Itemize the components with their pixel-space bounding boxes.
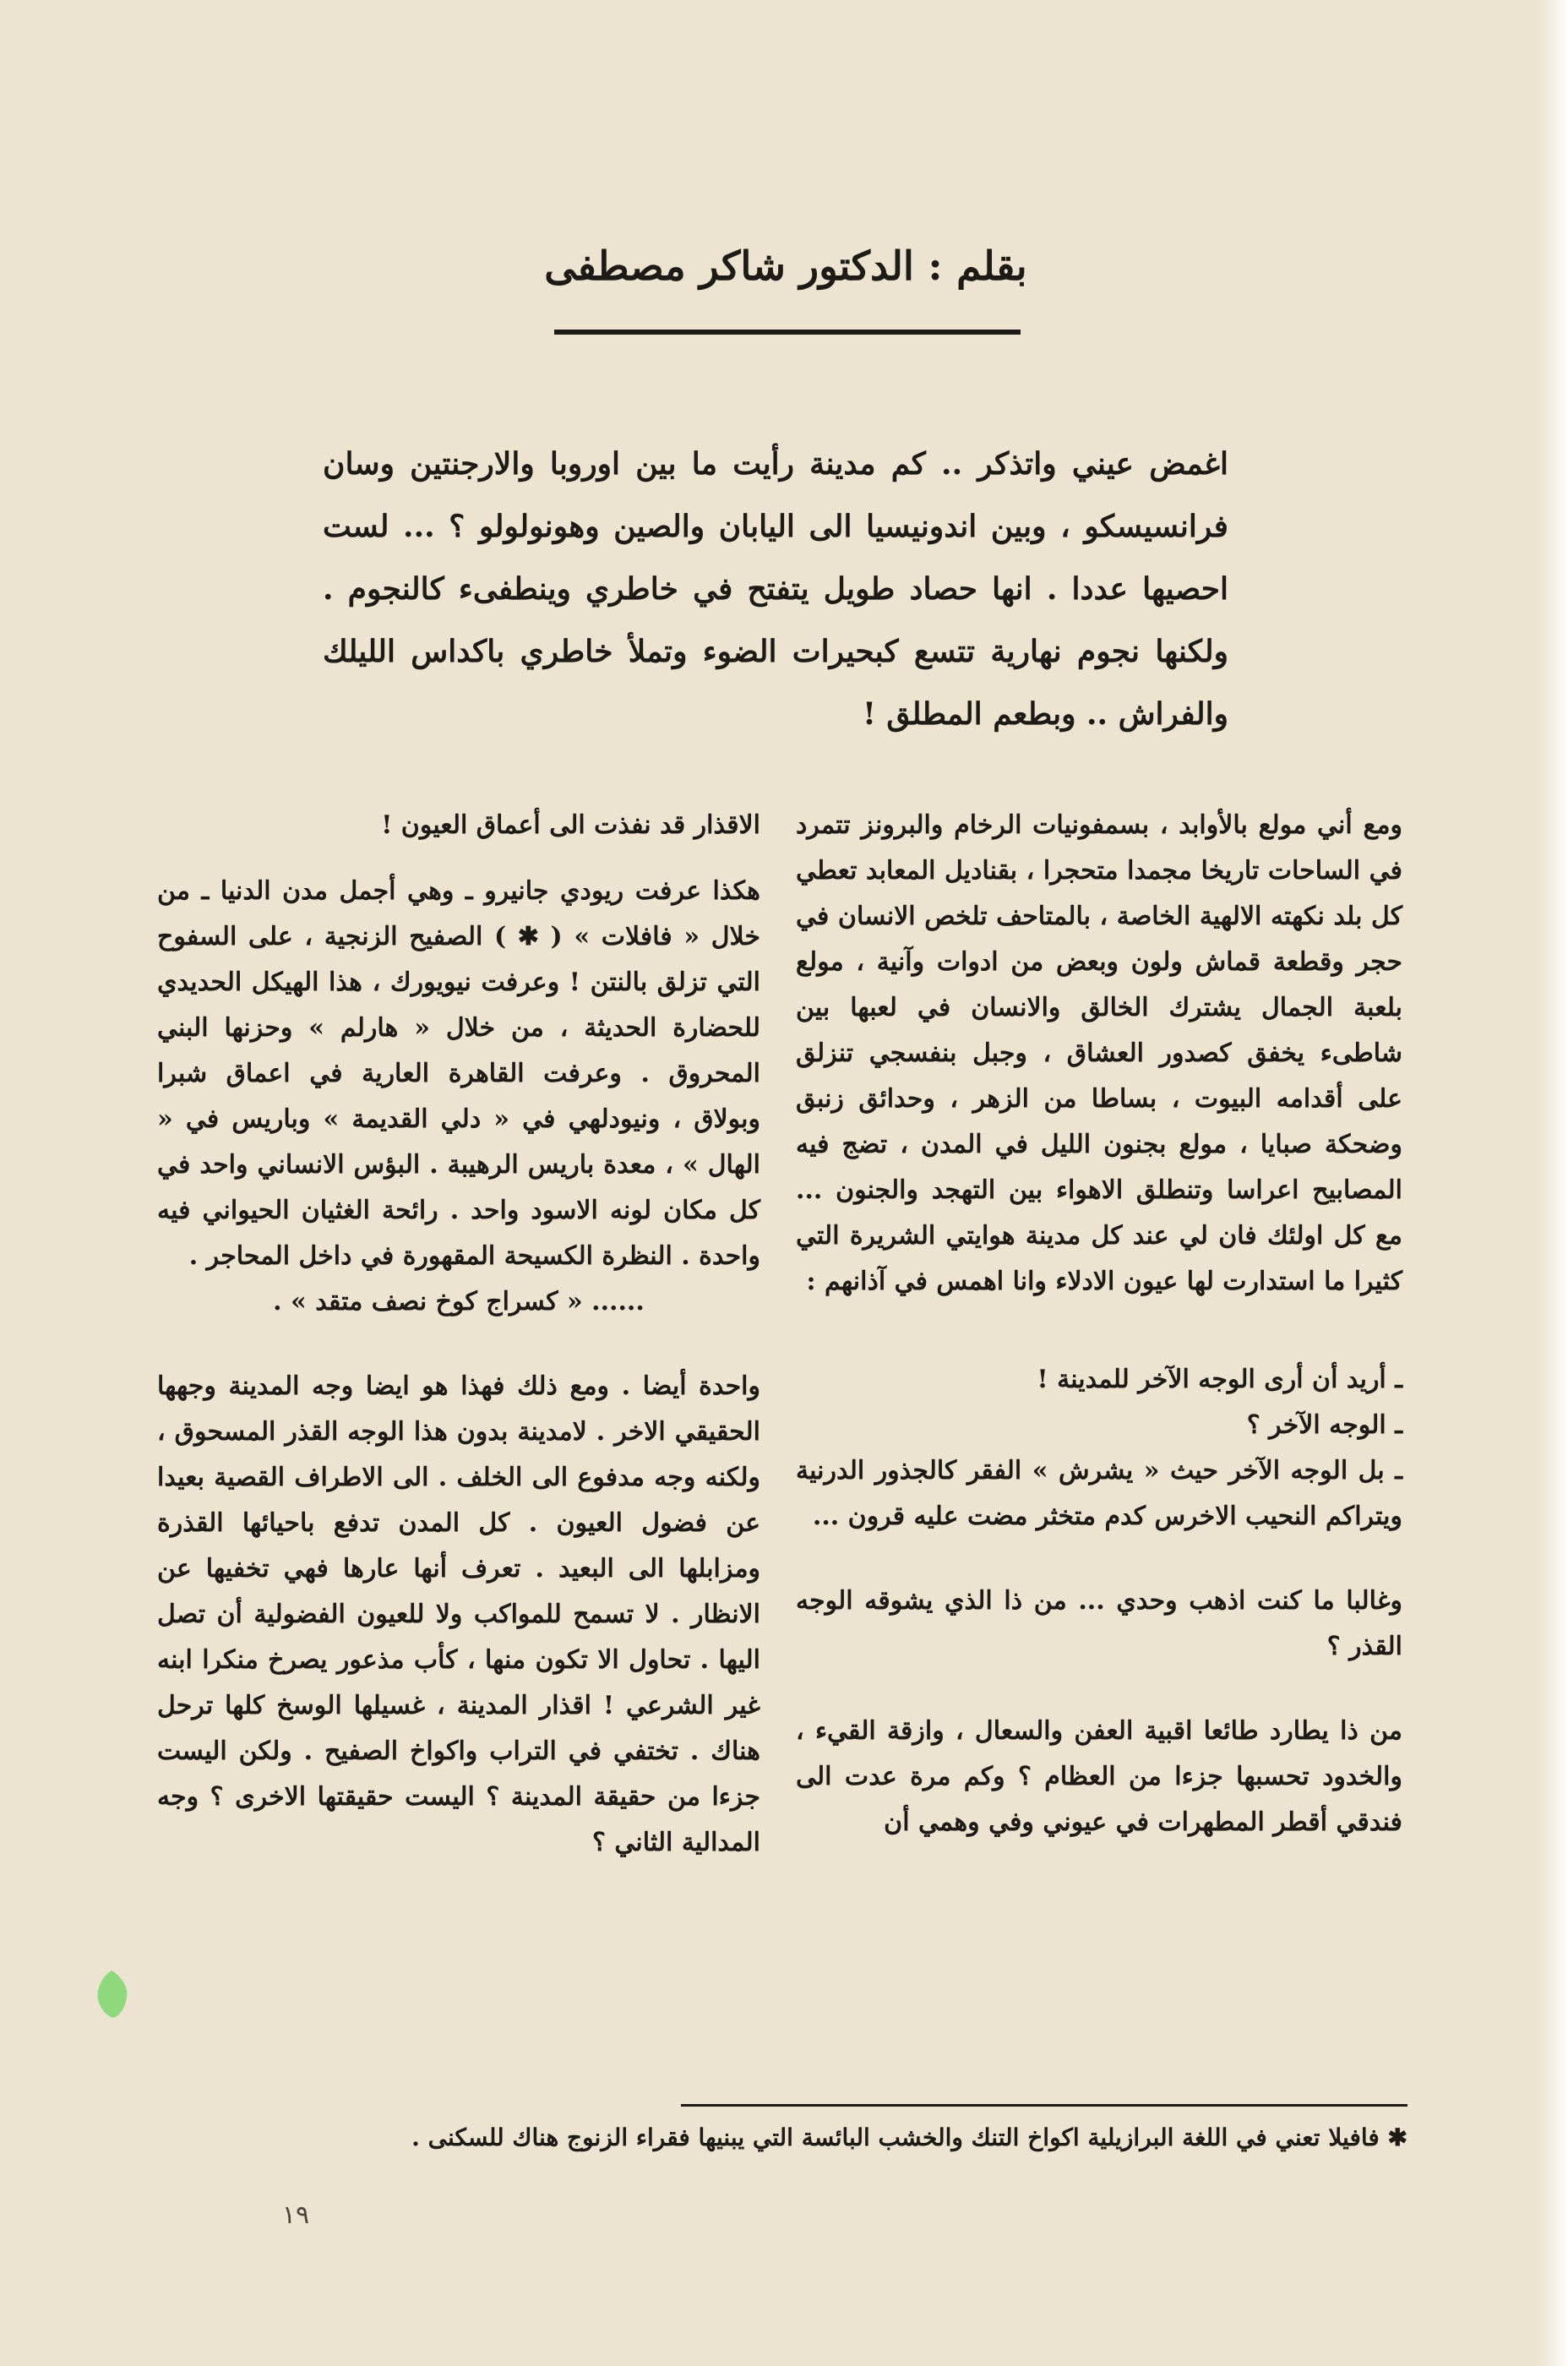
poem-quote: ...... « كسراج كوخ نصف متقد » .	[273, 1287, 645, 1317]
right-paragraph-2: وغالبا ما كنت اذهب وحدي ... من ذا الذي يشوقه الوجه القذر ؟	[796, 1586, 1402, 1661]
right-paragraph-1: ومع أني مولع بالأوابد ، بسمفونيات الرخام والبرونز تتمرد في الساحات تاريخا مجمدا متحجرا ، بقناديل المعابد تعطي كل بلد نكهته الالهية الخاصة ، بالمتاحف تلخص الانسان في حجر وقطعة قماش ولون وبعض من ادوات وآنية ، مولع بلعبة الجمال يشترك الخالق والانسان في لعبها بين شاطىء يخفق كصدور العشاق ، وجبل بنفسجي تنزلق على أقدامه البيوت ، بساطا من الزهر ، وحدائق زنبق وضحكة صبايا ، مولع بجنون الليل في المدن ، تضج فيه المصابيح اعراسا وتنطلق الاهواء بين التهجد والجنون ... مع كل اولئك فان لي عند كل مدينة هوايتي الشريرة التي كثيرا ما استدارت لها عيون الادلاء وانا اهمس في آذانهم :	[796, 810, 1402, 1296]
page-number: ١٩	[281, 2200, 310, 2230]
dialogue-line-2: ـ الوجه الآخر ؟	[1246, 1410, 1402, 1440]
left-paragraph-2: هكذا عرفت ريودي جانيرو ـ وهي أجمل مدن الدنيا ـ من خلال « فافلات » ( ✱ ) الصفيح الزنجية ، على السفوح التي تزلق بالنتن ! وعرفت نيويورك ، هذا الهيكل الحديدي للحضارة الحديثة ، من خلال « هارلم » وحزنها البني المحروق . وعرفت القاهرة العارية في اعماق شبرا وبولاق ، ونيودلهي في « دلي القديمة » وباريس في « الهال » ، معدة باريس الرهيبة . البؤس الانساني واحد في كل مكان لونه الاسود واحد . رائحة الغثيان الحيواني فيه واحدة . النظرة الكسيحة المقهورة في داخل المحاجر .	[157, 876, 760, 1271]
right-paragraph-3: من ذا يطارد طائعا اقبية العفن والسعال ، وازقة القيء ، والخدود تحسبها جزءا من العظام ؟ وكم مرة عدت الى فندقي أقطر المطهرات في عيوني وفي وهمي أن	[796, 1716, 1402, 1837]
dialogue-line-3: ـ بل الوجه الآخر حيث « يشرش » الفقر كالجذور الدرنية ويتراكم النحيب الاخرس كدم متخثر مضت عليه قرون ...	[796, 1456, 1402, 1531]
right-column	[796, 803, 1402, 1845]
left-paragraph-3: واحدة أيضا . ومع ذلك فهذا هو ايضا وجه المدينة وجهها الحقيقي الاخر . لامدينة بدون هذا الوجه القذر المسحوق ، ولكنه وجه مدفوع الى الخلف . الى الاطراف القصية بعيدا عن فضول العيون . كل المدن تدفع باحيائها القذرة ومزابلها الى البعيد . تعرف أنها عارها فهي تخفيها عن الانظار . لا تسمح للمواكب ولا للعيون الفضولية أن تصل اليها . تحاول الا تكون منها ، كأب مذعور يصرخ منكرا ابنه غير الشرعي ! اقذار المدينة ، غسيلها الوسخ كلها ترحل هناك . تختفي في التراب واكواخ الصفيح . ولكن اليست جزءا من حقيقة المدينة ؟ اليست حقيقتها الاخرى ؟ وجه المدالية الثاني ؟	[157, 1371, 760, 1857]
author-byline: بقلم : الدكتور شاكر مصطفى	[544, 243, 1027, 290]
dialogue-line-1: ـ أريد أن أرى الوجه الآخر للمدينة !	[1037, 1365, 1402, 1394]
green-highlighter-mark	[95, 1969, 130, 2020]
byline-underline	[554, 330, 1021, 335]
footnote: ✱ فافيلا تعني في اللغة البرازيلية اكواخ التنك والخشب البائسة التي يبنيها فقراء الزنوج هناك للسكنى .	[411, 2123, 1407, 2151]
intro-paragraph: اغمض عيني واتذكر .. كم مدينة رأيت ما بين اوروبا والارجنتين وسان فرانسيسكو ، وبين اندونيسيا الى اليابان والصين وهونولولو ؟ ... لست احصيها عددا . انها حصاد طويل يتفتح في خاطري وينطفىء كالنجوم . ولكنها نجوم نهارية تتسع كبحيرات الضوء وتملأ خاطري باكداس الليلك والفراش .. وبطعم المطلق !	[323, 446, 1228, 732]
left-column	[157, 803, 760, 1866]
left-paragraph-1: الاقذار قد نفذت الى أعماق العيون !	[381, 810, 760, 840]
footnote-divider	[681, 2104, 1407, 2107]
page-edge	[1538, 0, 1568, 2366]
